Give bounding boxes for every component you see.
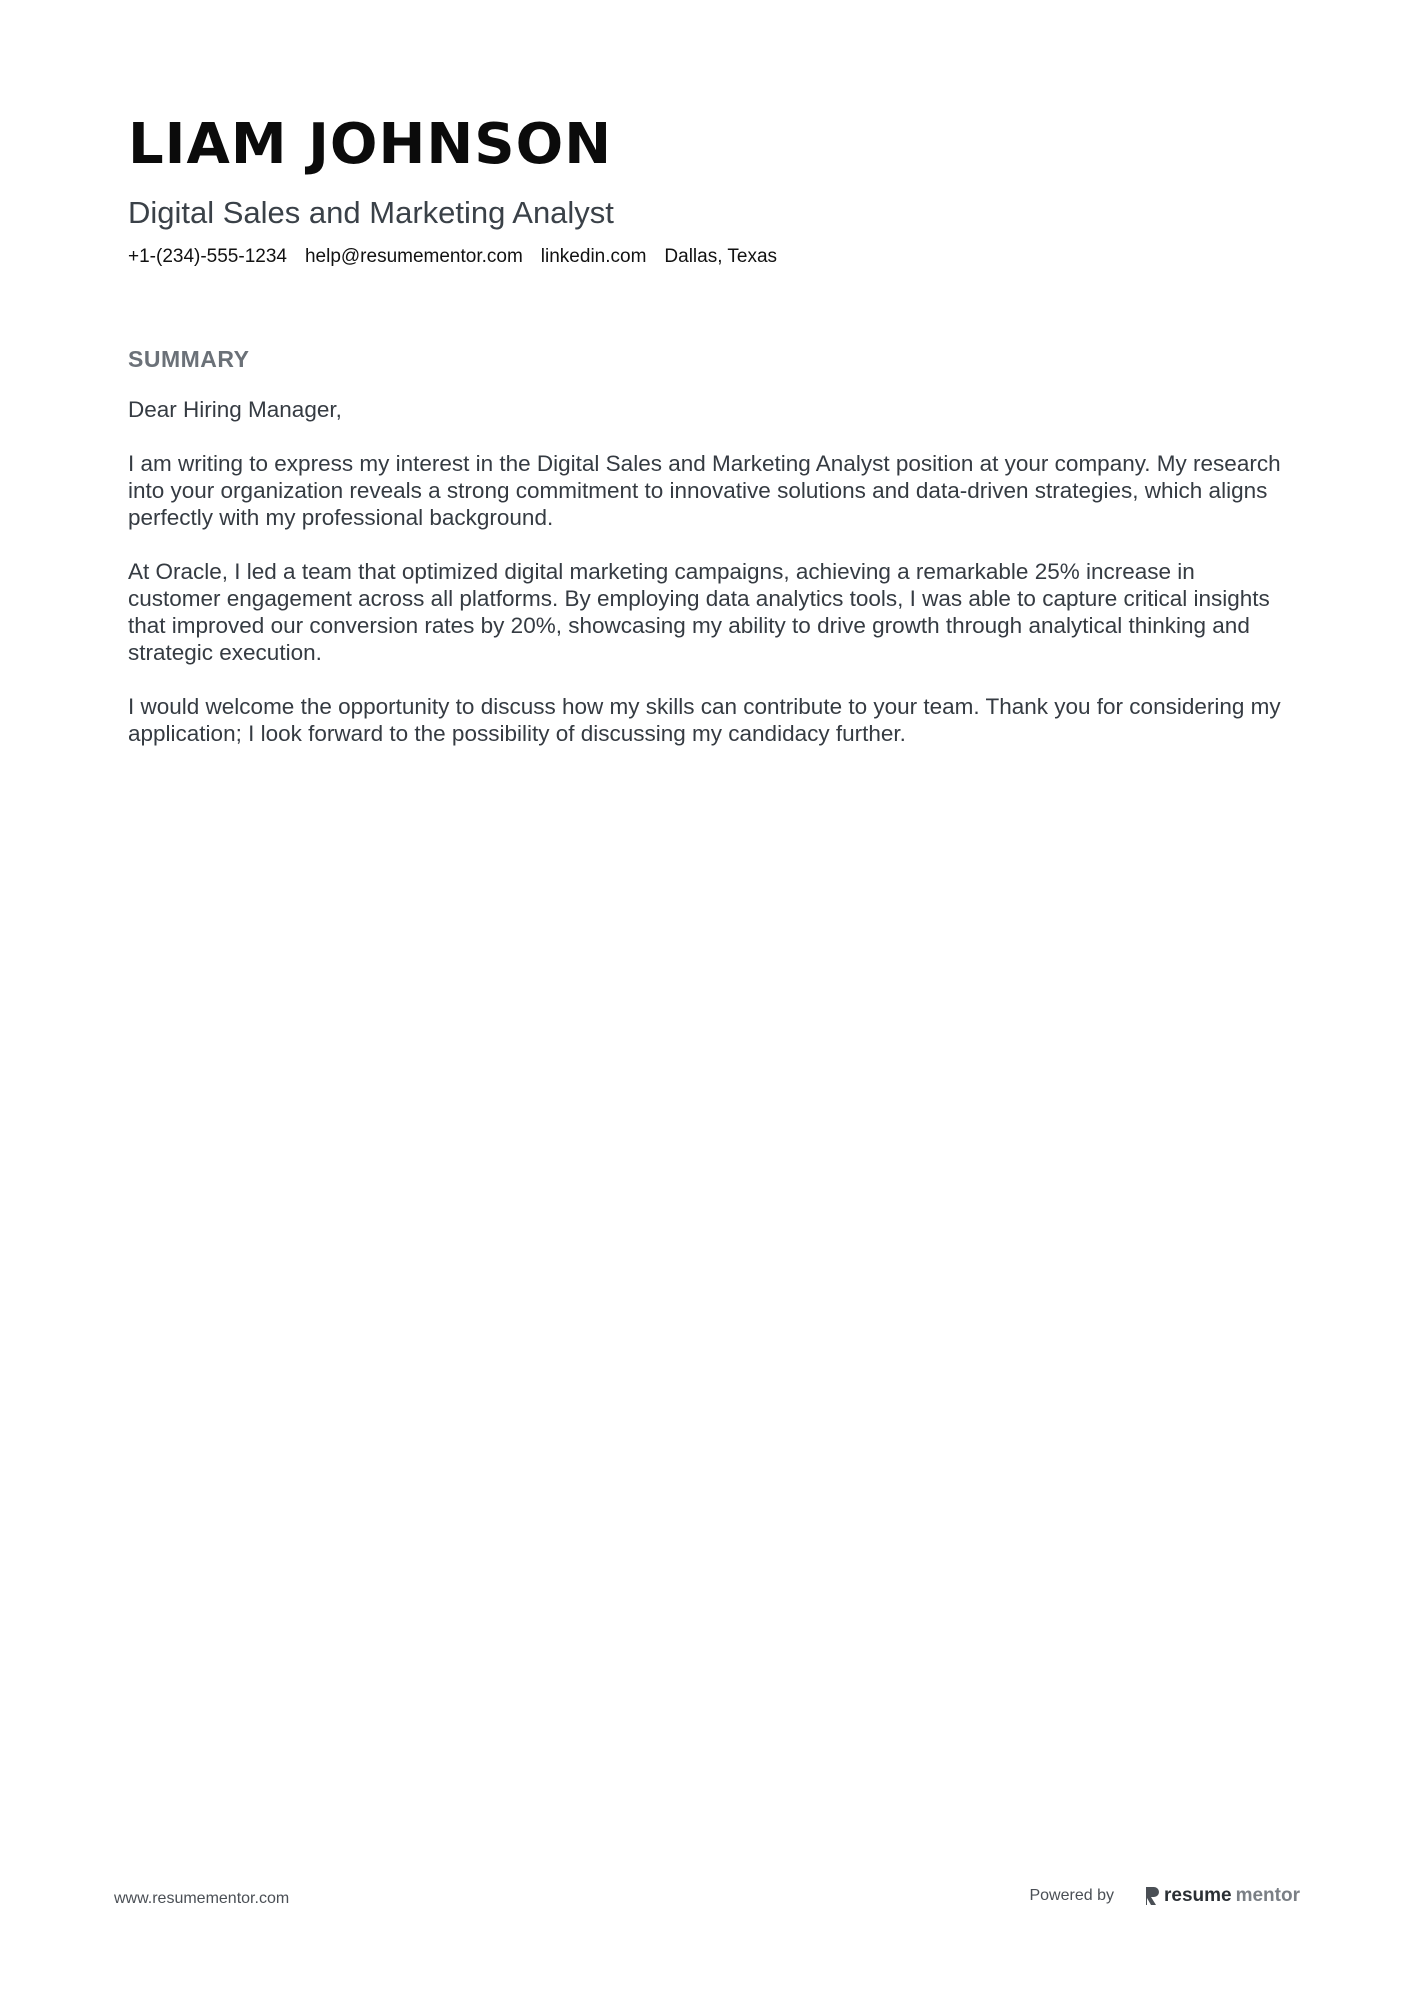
summary-section: [128, 344, 1288, 774]
candidate-name: LIAM JOHNSON: [128, 112, 613, 177]
job-title: Digital Sales and Marketing Analyst: [128, 195, 614, 230]
paragraph-intro: I am writing to express my interest in the Digital Sales and Marketing Analyst position at your company. My research into your organization reveals a strong commitment to innovative solutions and data-driven strategies, which aligns perfectly with my professional background.: [128, 451, 1281, 530]
contact-email[interactable]: help@resumementor.com: [304, 246, 523, 267]
contact-location: Dallas, Texas: [664, 246, 778, 267]
brand-logo[interactable]: [1144, 1885, 1300, 1907]
contact-info: [128, 244, 1288, 270]
paragraph-closing: I would welcome the opportunity to discuss how my skills can contribute to your team. Thank you for considering my application; I look forward to the possibility of discussing my candidacy further.: [128, 694, 1281, 746]
resumementor-logo-icon: [1144, 1886, 1160, 1906]
brand-name-part-a: resume: [1163, 1885, 1232, 1906]
resume-header: [128, 112, 1288, 270]
section-heading: SUMMARY: [128, 346, 250, 372]
brand-name-part-b: mentor: [1235, 1885, 1300, 1906]
footer-website[interactable]: www.resumementor.com: [114, 1890, 290, 1907]
contact-linkedin[interactable]: linkedin.com: [540, 246, 647, 267]
powered-by-label: Powered by: [1029, 1887, 1114, 1904]
footer-powered-by: [1029, 1885, 1300, 1907]
salutation: Dear Hiring Manager,: [128, 397, 342, 422]
contact-phone: +1-(234)-555-1234: [128, 246, 287, 267]
paragraph-experience: At Oracle, I led a team that optimized digital marketing campaigns, achieving a remarkable 25% increase in customer engagement across all platforms. By employing data analytics tools, I was able to capture critical insights that improved our conversion rates by 20%, showcasing my ability to drive growth through analytical thinking and strategic execution.: [128, 559, 1270, 665]
